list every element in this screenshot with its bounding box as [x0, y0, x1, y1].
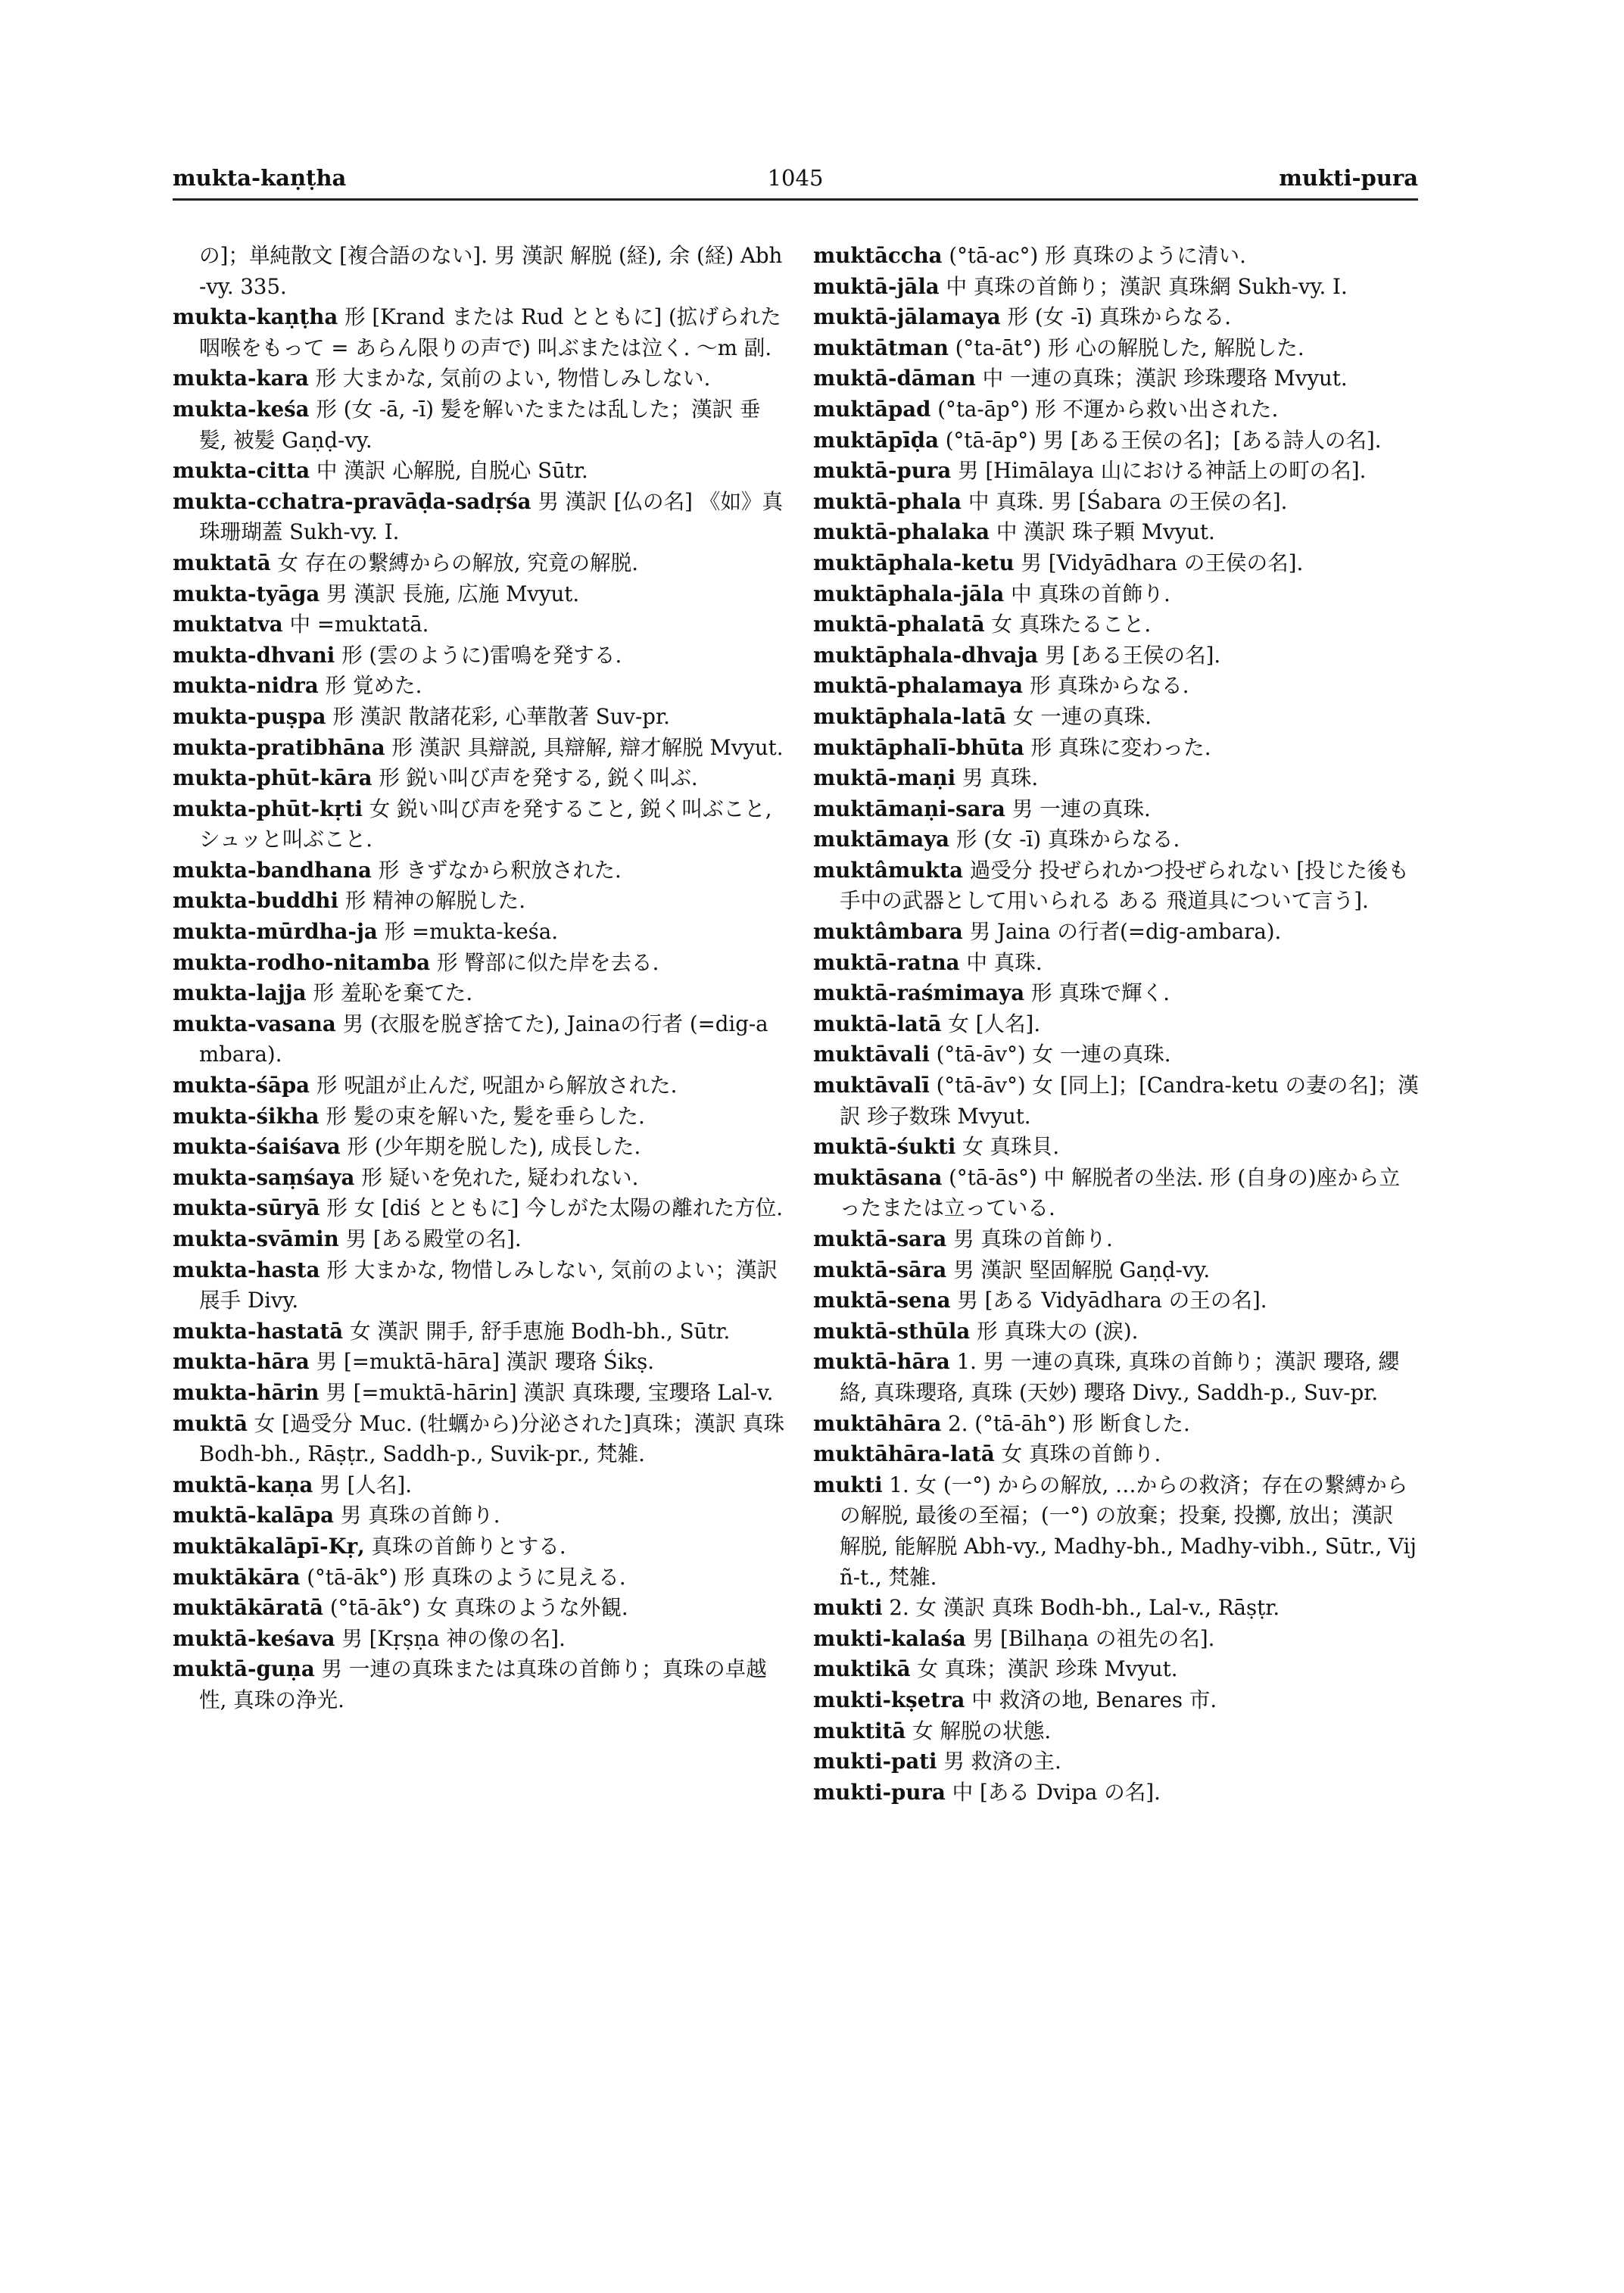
entry-headword: muktatā [173, 550, 271, 575]
entry-definition: 形 臀部に似た岸を去る. [436, 949, 659, 975]
dictionary-entry [813, 1255, 1419, 1286]
entry-definition: 形 真珠からなる. [1029, 673, 1189, 699]
entry-headword: muktā-sara [813, 1226, 947, 1251]
dictionary-entry [813, 1654, 1419, 1685]
dictionary-entry [813, 609, 1419, 640]
entry-headword: mukta-kara [173, 366, 309, 391]
dictionary-entry [173, 1531, 787, 1562]
entry-definition: 形 髪の束を解いた, 髪を垂らした. [326, 1103, 645, 1129]
dictionary-entry [173, 1224, 787, 1255]
entry-headword: mukta-cchatra-pravāḍa-sadṛśa [173, 488, 531, 514]
entry-headword: muktā-latā [813, 1011, 942, 1036]
dictionary-entry [173, 1378, 787, 1409]
entry-definition: 男 救済の主. [943, 1749, 1061, 1774]
dictionary-entry [813, 579, 1419, 610]
dictionary-entry [813, 978, 1419, 1009]
entry-headword: muktâmbara [813, 919, 963, 945]
dictionary-entry [173, 1132, 787, 1163]
entry-headword: mukta-hārin [173, 1379, 320, 1405]
entry-headword: mukta-hāra [173, 1349, 310, 1375]
dictionary-entry [813, 1070, 1419, 1132]
entry-headword: muktitā [813, 1718, 906, 1743]
dictionary-entry [173, 363, 787, 394]
entry-definition: 過受分 投ぜられかつ投ぜられない [投じた後も手中の武器として用いられる ある 飛道具について言う]. [840, 857, 1409, 914]
entry-definition: 男 (衣服を脱ぎ捨てた), Jainaの行者 (=dig-ambara). [199, 1011, 768, 1067]
dictionary-entry [173, 456, 787, 487]
entry-headword: muktāmaya [813, 827, 949, 852]
entry-definition: 形 漢訳 散諸花彩, 心華散著 Suv-pr. [332, 703, 670, 729]
entry-definition: 男 Jaina の行者(=dig-ambara). [969, 919, 1282, 945]
entry-definition: 男 漢訳 堅固解脱 Gaṇḍ-vy. [953, 1257, 1211, 1282]
entry-headword: muktā-jāla [813, 273, 940, 299]
entry-definition: 形 =mukta-keśa. [384, 919, 559, 945]
dictionary-entry [173, 302, 787, 363]
dictionary-entry [173, 1101, 787, 1132]
entry-continuation: の]；単純散文 [複合語のない]. 男 漢訳 解脱 (経), 余 (経) Abh-vy. 335. [199, 243, 783, 299]
entry-definition: 女 存在の繋縛からの解放, 究竟の解脱. [277, 550, 639, 575]
entry-definition: 男 一連の真珠または真珠の首飾り；真珠の卓越性, 真珠の浄光. [199, 1656, 767, 1712]
entry-definition: 形 大まかな, 気前のよい, 物惜しみしない. [315, 366, 711, 391]
dictionary-entry [173, 487, 787, 548]
page-header [173, 165, 1418, 201]
entry-headword: muktā-kaṇa [173, 1472, 313, 1497]
entry-headword: muktikā [813, 1656, 911, 1682]
entry-headword: muktāphala-latā [813, 703, 1007, 729]
dictionary-entry [813, 394, 1419, 425]
entry-definition: 中 漢訳 心解脱, 自脱心 Sūtr. [316, 458, 588, 484]
entry-definition: 女 漢訳 開手, 舒手恵施 Bodh-bh., Sūtr. [349, 1318, 731, 1344]
entry-headword: muktāvalī [813, 1073, 930, 1098]
dictionary-entry [813, 302, 1419, 333]
entry-definition: 男 [Vidyādhara の王侯の名]. [1021, 550, 1304, 575]
dictionary-entry [173, 609, 787, 640]
entry-definition: 女 鋭い叫び声を発すること, 鋭く叫ぶこと, シュッと叫ぶこと. [199, 796, 772, 852]
entry-headword: mukta-rodho-nitamba [173, 949, 431, 975]
dictionary-entry [173, 579, 787, 610]
entry-headword: mukta-kaṇṭha [173, 304, 338, 330]
dictionary-entry [173, 794, 787, 855]
dictionary-entry [813, 487, 1419, 518]
dictionary-entry [173, 886, 787, 917]
entry-definition: 中 漢訳 珠子顆 Mvyut. [996, 519, 1215, 545]
entry-definition: 男 真珠. [962, 765, 1039, 791]
dictionary-entry [813, 1039, 1419, 1070]
dictionary-entry [813, 1746, 1419, 1777]
dictionary-entry [813, 1132, 1419, 1163]
entry-definition: 中 救済の地, Benares 市. [971, 1687, 1217, 1712]
entry-headword: mukta-vasana [173, 1011, 336, 1036]
dictionary-entry [173, 702, 787, 733]
dictionary-entry [813, 855, 1419, 917]
dictionary-entry [173, 855, 787, 886]
entry-definition: (°tā-āk°) 形 真珠のように見える. [307, 1564, 626, 1590]
entry-headword: mukti-pati [813, 1749, 937, 1774]
dictionary-entry [813, 548, 1419, 579]
dictionary-entry [813, 1316, 1419, 1347]
entry-headword: mukta-sūryā [173, 1195, 320, 1221]
entry-definition: 形 漢訳 具辯説, 具辯解, 辯才解脱 Mvyut. [391, 734, 784, 760]
entry-headword: mukta-saṃśaya [173, 1164, 355, 1190]
entry-headword: muktā-phalaka [813, 519, 990, 545]
entry-headword: muktā-pura [813, 458, 952, 484]
entry-definition: 形 (女 -ī) 真珠からなる. [1007, 304, 1231, 330]
entry-headword: muktāsana [813, 1164, 943, 1190]
dictionary-entry [813, 1777, 1419, 1809]
entry-headword: muktāmaṇi-sara [813, 796, 1005, 821]
dictionary-entry [813, 1716, 1419, 1747]
dictionary-entry [173, 1593, 787, 1624]
dictionary-entry [813, 363, 1419, 394]
entry-definition: 男 [人名]. [320, 1472, 413, 1497]
entry-definition: 女 真珠たること. [991, 612, 1152, 637]
dictionary-entry [813, 241, 1419, 272]
entry-definition: 男 漢訳 長施, 広施 Mvyut. [326, 581, 580, 606]
entry-definition: 女 真珠の首飾り. [1001, 1441, 1161, 1467]
dictionary-entry [813, 517, 1419, 548]
dictionary-entry [173, 671, 787, 702]
entry-definition: 形 呪詛が止んだ, 呪詛から解放された. [316, 1073, 678, 1098]
dictionary-entry [173, 1500, 787, 1531]
dictionary-entry [173, 640, 787, 671]
entry-headword: muktāphala-ketu [813, 550, 1015, 575]
dictionary-entry [813, 1163, 1419, 1224]
entry-headword: muktātman [813, 335, 949, 360]
dictionary-entry [813, 763, 1419, 794]
entry-definition: 女 解脱の状態. [912, 1718, 1052, 1743]
entry-headword: muktā-phalamaya [813, 673, 1024, 699]
entry-definition: 男 [ある殿堂の名]. [345, 1226, 522, 1251]
dictionary-entry [813, 702, 1419, 733]
entry-definition: 中 [ある Dvipa の名]. [952, 1779, 1161, 1805]
entry-definition: 男 一連の真珠. [1011, 796, 1151, 821]
dictionary-entry [813, 425, 1419, 456]
entry-headword: muktā-sena [813, 1288, 951, 1313]
dictionary-entry [173, 394, 787, 456]
dictionary-entry [813, 917, 1419, 948]
entry-definition: 形 真珠に変わった. [1030, 734, 1211, 760]
entry-definition: 2. 女 漢訳 真珠 Bodh-bh., Lal-v., Rāṣṭr. [889, 1595, 1280, 1621]
entry-definition: 真珠の首飾りとする. [371, 1533, 566, 1559]
left-guide-word: mukta-kaṇṭha [173, 165, 347, 191]
entry-headword: mukti-kṣetra [813, 1687, 965, 1712]
entry-headword: muktākalāpī-Kṛ, [173, 1533, 365, 1559]
dictionary-entry [813, 824, 1419, 855]
entry-headword: mukta-phūt-kāra [173, 765, 372, 791]
dictionary-entry [173, 733, 787, 764]
entry-headword: muktākāra [173, 1564, 301, 1590]
entry-headword: mukta-keśa [173, 396, 310, 422]
entry-definition: 1. 男 一連の真珠, 真珠の首飾り；漢訳 瓔珞, 纓絡, 真珠瓔珞, 真珠 (天妙) 瓔珞 Divy., Saddh-p., Suv-pr. [840, 1349, 1400, 1405]
entry-headword: muktāvali [813, 1042, 930, 1067]
entry-definition: 形 (女 -ī) 真珠からなる. [955, 827, 1180, 852]
entry-headword: mukta-mūrdha-ja [173, 919, 378, 945]
dictionary-entry [813, 640, 1419, 671]
entry-definition: (°tā-āv°) 女 一連の真珠. [936, 1042, 1171, 1067]
left-column [173, 241, 787, 1716]
entry-definition: 女 一連の真珠. [1012, 703, 1152, 729]
entry-definition: 男 [Himālaya 山における神話上の町の名]. [958, 458, 1367, 484]
right-column [813, 241, 1419, 1808]
entry-definition: 形 真珠で輝く. [1030, 980, 1170, 1006]
entry-definition: 2. (°tā-āh°) 形 断食した. [948, 1410, 1190, 1436]
entry-definition: 男 [ある Vidyādhara の王の名]. [957, 1288, 1267, 1313]
entry-headword: muktāhāra-latā [813, 1441, 995, 1467]
entry-definition: 形 [Krand または Rud とともに] (拡げられた咽喉をもって = あらん限りの声で) 叫ぶまたは泣く. ～m 副. [199, 304, 781, 360]
entry-headword: mukta-hasta [173, 1257, 320, 1282]
entry-definition: 女 [人名]. [948, 1011, 1041, 1036]
entry-headword: muktāphalī-bhūta [813, 734, 1024, 760]
dictionary-entry [173, 548, 787, 579]
entry-definition: 男 [=muktā-hārin] 漢訳 真珠瓔, 宝瓔珞 Lal-v. [326, 1379, 774, 1405]
dictionary-entry [173, 1654, 787, 1715]
dictionary-entry [173, 763, 787, 794]
entry-headword: muktāpad [813, 396, 931, 422]
entry-definition: 形 大まかな, 物惜しみしない, 気前のよい；漢訳 展手 Divy. [199, 1257, 778, 1313]
entry-headword: mukta-phūt-kṛti [173, 796, 363, 821]
entry-definition: 形 疑いを免れた, 疑われない. [361, 1164, 639, 1190]
entry-headword: muktāphala-jāla [813, 581, 1005, 606]
entry-headword: mukta-śikha [173, 1103, 320, 1129]
dictionary-entry [813, 1624, 1419, 1655]
entry-definition: 形 きずなから釈放された. [378, 857, 622, 883]
entry-definition: (°ta-āp°) 形 不運から救い出された. [937, 396, 1279, 422]
dictionary-entry [813, 1347, 1419, 1408]
dictionary-entry [813, 1470, 1419, 1593]
entry-headword: muktā-sthūla [813, 1318, 971, 1344]
entry-definition: 形 真珠大の (涙). [977, 1318, 1139, 1344]
dictionary-entry [173, 1316, 787, 1347]
entry-headword: mukta-dhvani [173, 642, 335, 668]
entry-headword: muktā-guṇa [173, 1656, 315, 1682]
entry-definition: 形 (少年期を脱した), 成長した. [347, 1134, 641, 1160]
entry-definition: 形 (雲のように)雷鳴を発する. [341, 642, 622, 668]
entry-headword: muktā-raśmimaya [813, 980, 1025, 1006]
entry-headword: mukta-pratibhāna [173, 734, 385, 760]
entry-headword: mukta-svāmin [173, 1226, 339, 1251]
entry-headword: muktā-jālamaya [813, 304, 1001, 330]
entry-definition: 男 [ある王侯の名]. [1044, 642, 1221, 668]
entry-headword: muktāpīḍa [813, 427, 939, 453]
entry-definition: 中 =muktatā. [289, 612, 429, 637]
dictionary-entry [813, 456, 1419, 487]
dictionary-entry [173, 1409, 787, 1470]
dictionary-entry [173, 1163, 787, 1194]
entry-headword: muktā [173, 1410, 248, 1436]
entry-headword: mukta-śaiśava [173, 1134, 341, 1160]
dictionary-entry [173, 948, 787, 979]
entry-headword: muktā-keśava [173, 1625, 335, 1651]
page-number: 1045 [767, 165, 824, 191]
entry-headword: mukti-kalaśa [813, 1625, 966, 1651]
dictionary-entry [173, 1070, 787, 1101]
entry-definition: 男 真珠の首飾り. [953, 1226, 1113, 1251]
entry-headword: muktā-ratna [813, 949, 960, 975]
entry-headword: muktâmukta [813, 857, 964, 883]
entry-definition: 女 真珠；漢訳 珍珠 Mvyut. [917, 1656, 1178, 1682]
entry-definition: 1. 女 (一°) からの解放, …からの救済；存在の繋縛からの解脱, 最後の至福；(一°) の放棄；投棄, 投擲, 放出；漢訳 解脱, 能解脱 Abh-vy., Madhy-bh., Madhy-vibh., Sūtr., Vijñ-t., 梵雑. [840, 1472, 1417, 1590]
entry-definition: 男 真珠の首飾り. [340, 1503, 500, 1528]
dictionary-entry [173, 241, 787, 302]
entry-definition: 中 真珠. 男 [Śabara の王侯の名]. [968, 488, 1288, 514]
entry-definition: 女 [過受分 Muc. (牡蠣から)分泌された]真珠；漢訳 真珠 Bodh-bh., Rāṣṭr., Saddh-p., Suvik-pr., 梵雑. [199, 1410, 785, 1467]
entry-headword: muktā-phalatā [813, 612, 985, 637]
dictionary-entry [173, 978, 787, 1009]
dictionary-entry [173, 917, 787, 948]
entry-definition: 女 真珠貝. [962, 1134, 1060, 1160]
dictionary-entry [813, 1009, 1419, 1040]
entry-headword: muktā-kalāpa [173, 1503, 334, 1528]
dictionary-entry [813, 272, 1419, 303]
entry-definition: (°ta-āt°) 形 心の解脱した, 解脱した. [955, 335, 1304, 360]
entry-headword: muktākāratā [173, 1595, 324, 1621]
dictionary-entry [813, 1593, 1419, 1624]
dictionary-entry [813, 948, 1419, 979]
entry-definition: 中 一連の真珠；漢訳 珍珠瓔珞 Mvyut. [982, 366, 1348, 391]
entry-definition: (°tā-āv°) 女 [同上]；[Candra-ketu の妻の名]；漢訳 珍子数珠 Mvyut. [840, 1073, 1419, 1129]
entry-headword: mukta-bandhana [173, 857, 372, 883]
entry-headword: mukta-puṣpa [173, 703, 326, 729]
entry-definition: 形 (女 -ā, -ī) 髪を解いたまたは乱した；漢訳 垂髪, 被髪 Gaṇḍ-vy. [199, 396, 761, 453]
entry-definition: 中 真珠の首飾り；漢訳 真珠網 Sukh-vy. I. [946, 273, 1348, 299]
dictionary-entry [173, 1193, 787, 1224]
entry-headword: muktā-maṇi [813, 765, 956, 791]
entry-definition: 男 漢訳 [仏の名] 《如》真珠珊瑚蓋 Sukh-vy. I. [199, 488, 784, 545]
entry-definition: (°tā-āp°) 男 [ある王侯の名]；[ある詩人の名]. [945, 427, 1382, 453]
entry-definition: 形 覚めた. [325, 673, 422, 699]
dictionary-entry [813, 1285, 1419, 1316]
entry-headword: mukti [813, 1595, 883, 1621]
entry-headword: mukta-nidra [173, 673, 319, 699]
entry-definition: 中 真珠. [966, 949, 1043, 975]
entry-definition: 中 真珠の首飾り. [1011, 581, 1170, 606]
dictionary-entry [173, 1347, 787, 1378]
entry-definition: 男 [Bilhaṇa の祖先の名]. [972, 1625, 1215, 1651]
dictionary-entry [813, 794, 1419, 825]
dictionary-entry [813, 333, 1419, 364]
entry-headword: mukta-hastatā [173, 1318, 344, 1344]
dictionary-entry [173, 1624, 787, 1655]
entry-headword: muktāccha [813, 243, 943, 268]
entry-headword: mukta-tyāga [173, 581, 320, 606]
entry-headword: muktatva [173, 612, 283, 637]
entry-headword: mukta-buddhi [173, 888, 338, 914]
dictionary-entry [173, 1470, 787, 1501]
entry-definition: (°tā-āk°) 女 真珠のような外観. [329, 1595, 628, 1621]
entry-headword: mukti [813, 1472, 883, 1497]
entry-definition: 男 [=muktā-hāra] 漢訳 瓔珞 Śikṣ. [316, 1349, 655, 1375]
entry-definition: (°tā-ās°) 中 解脱者の坐法. 形 (自身の)座から立ったまたは立っている. [840, 1164, 1401, 1221]
entry-headword: muktā-sāra [813, 1257, 947, 1282]
entry-definition: (°tā-ac°) 形 真珠のように清い. [949, 243, 1246, 268]
dictionary-entry [813, 1224, 1419, 1255]
entry-headword: muktā-hāra [813, 1349, 950, 1375]
dictionary-entry [173, 1255, 787, 1316]
entry-definition: 形 女 [diś とともに] 今しがた太陽の離れた方位. [326, 1195, 784, 1221]
dictionary-entry [173, 1009, 787, 1070]
dictionary-entry [813, 1439, 1419, 1470]
entry-definition: 形 精神の解脱した. [344, 888, 526, 914]
entry-definition: 形 鋭い叫び声を発する, 鋭く叫ぶ. [379, 765, 698, 791]
right-guide-word: mukti-pura [1279, 165, 1418, 191]
dictionary-entry [173, 1562, 787, 1594]
entry-headword: mukta-śāpa [173, 1073, 310, 1098]
dictionary-entry [813, 733, 1419, 764]
entry-headword: muktā-phala [813, 488, 962, 514]
entry-definition: 男 [Kṛṣṇa 神の像の名]. [341, 1625, 566, 1651]
dictionary-entry [813, 1685, 1419, 1716]
dictionary-entry [813, 1409, 1419, 1440]
entry-headword: muktāhāra [813, 1410, 942, 1436]
entry-headword: mukti-pura [813, 1779, 946, 1805]
entry-definition: 形 羞恥を棄てた. [313, 980, 473, 1006]
dictionary-entry [813, 671, 1419, 702]
entry-headword: muktāphala-dhvaja [813, 642, 1039, 668]
entry-headword: mukta-citta [173, 458, 310, 484]
entry-headword: mukta-lajja [173, 980, 307, 1006]
entry-headword: muktā-śukti [813, 1134, 956, 1160]
entry-headword: muktā-dāman [813, 366, 976, 391]
